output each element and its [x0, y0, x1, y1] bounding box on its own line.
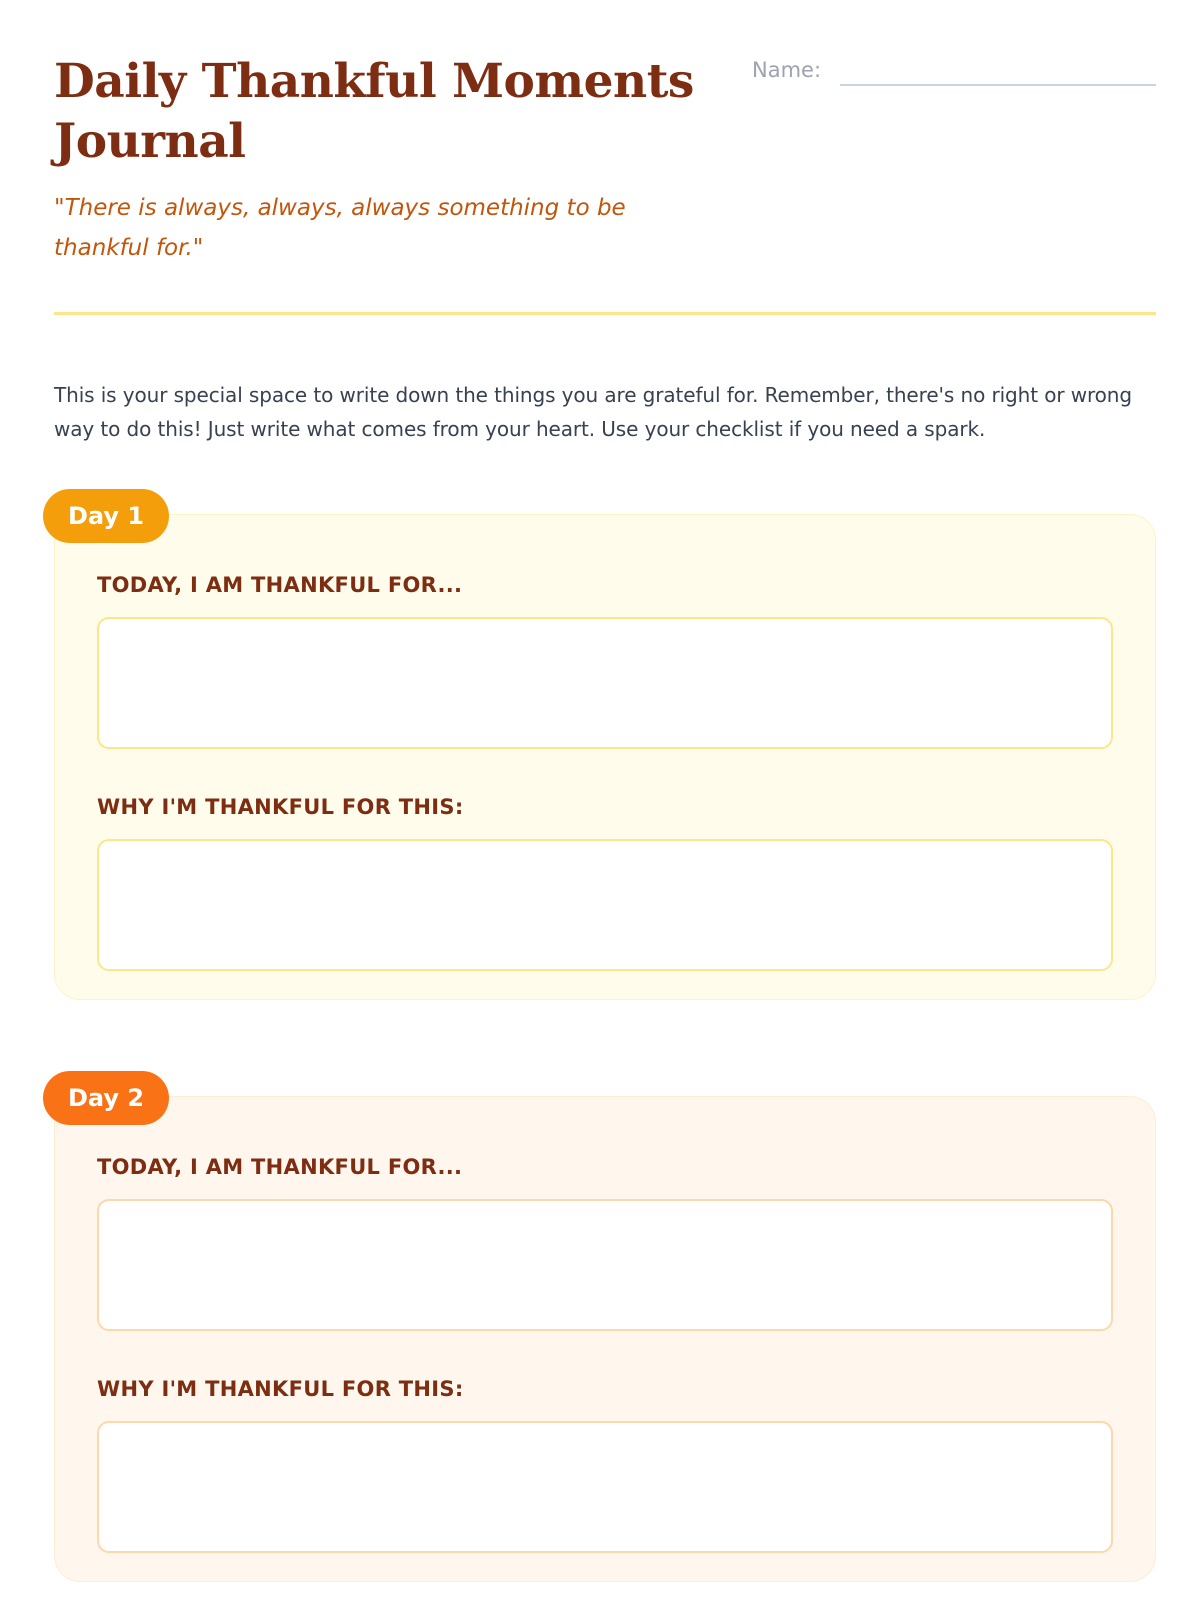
day-2-badge: Day 2	[43, 1071, 169, 1125]
day-2-why-answer-box[interactable]	[97, 1421, 1113, 1553]
gratitude-quote: "There is always, always, always something to be thankful for."	[54, 195, 626, 261]
name-label: Name:	[752, 58, 822, 82]
intro-text: This is your special space to write down the things you are grateful for. Remember, there's no right or wrong way to do this! Just write what comes from your heart. Use your checklist if you need a spark.	[54, 383, 1132, 441]
day-2-thankful-prompt: TODAY, I AM THANKFUL FOR...	[97, 1155, 463, 1179]
page-title: Daily Thankful Moments Journal	[54, 54, 694, 169]
day-2-card	[54, 1084, 1156, 1582]
day-1-badge: Day 1	[43, 489, 169, 543]
day-2-why-prompt: WHY I'M THANKFUL FOR THIS:	[97, 1377, 464, 1401]
day-1-why-answer-box[interactable]	[97, 839, 1113, 971]
day-1-why-prompt: WHY I'M THANKFUL FOR THIS:	[97, 795, 464, 819]
journal-header	[54, 0, 1156, 315]
name-field-row	[752, 54, 1156, 90]
day-1-card	[54, 502, 1156, 1000]
day-1-thankful-answer-box[interactable]	[97, 617, 1113, 749]
journal-page	[54, 0, 1156, 1401]
day-1-thankful-prompt: TODAY, I AM THANKFUL FOR...	[97, 573, 463, 597]
day-2-thankful-answer-box[interactable]	[97, 1199, 1113, 1331]
name-write-line[interactable]	[840, 84, 1156, 86]
